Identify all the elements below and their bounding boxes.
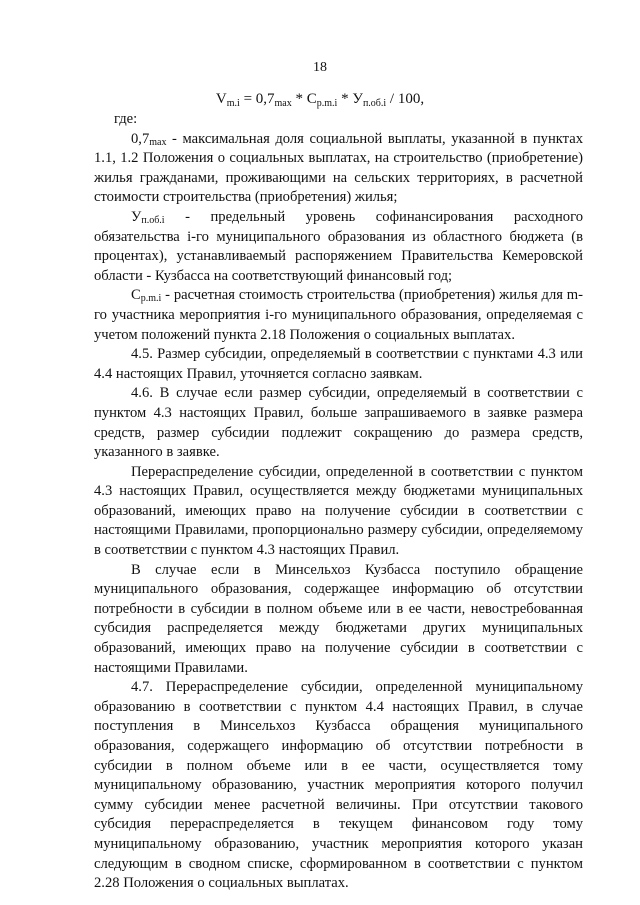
paragraph-minselhoz-request: В случае если в Минсельхоз Кузбасса поступило обращение муниципального образования, содержащее информацию об отсутствии потребности в субсидии в полном объеме или в ее части, невостребованная субсидия распределяется между бюджетами других муниципальных образований, имеющих право на получение субсидии в соответствии с настоящими Правилами. bbox=[94, 561, 583, 676]
formula-tail: / 100, bbox=[386, 91, 425, 107]
where-label: где: bbox=[114, 111, 138, 127]
definition-cofinancing-sub: п.об.i bbox=[141, 214, 165, 226]
definition-estimated-cost bbox=[94, 286, 583, 345]
paragraph-redistribution: Перераспределение субсидии, определенной в соответствии с пунктом 4.3 настоящих Правил, осуществляется между бюджетами муниципальных образований, имеющих право на получение субсидии в соответствии с настоящими Правилами, пропорционально размеру субсидии, определяемому в соответствии с пунктом 4.3 настоящих Правил. bbox=[94, 463, 583, 559]
formula-v-sub: m.i bbox=[226, 98, 240, 109]
formula-coef: = 0,7 bbox=[239, 91, 275, 107]
definition-cofinancing-text: - предельный уровень софинансирования расходного обязательства i-го муниципального образования из областного бюджета (в процентах), устанавливаемый распоряжением Правительства Кемеровской области - Кузбасса на соответствующий финансовый год; bbox=[94, 208, 583, 284]
paragraph-4-5: 4.5. Размер субсидии, определяемый в соответствии с пунктами 4.3 или 4.4 настоящих Правил, уточняется согласно заявкам. bbox=[94, 346, 583, 382]
formula-c-sub: p.m.i bbox=[316, 98, 338, 109]
definition-max-share bbox=[94, 130, 583, 208]
definition-estimated-cost-symbol: С bbox=[131, 287, 141, 304]
definition-estimated-cost-text: - расчетная стоимость строительства (приобретения) жилья для m-го участника мероприятия i-го муниципального образования, определяемая с учетом положений пункта 2.18 Положения о социальных выплатах. bbox=[94, 287, 583, 343]
document-body bbox=[94, 110, 583, 894]
formula-v: V bbox=[215, 91, 227, 107]
definition-max-share-symbol: 0,7 bbox=[131, 130, 150, 147]
paragraph-4-6: 4.6. В случае если размер субсидии, определяемый в соответствии с пунктом 4.3 настоящих Правил, больше запрашиваемого в заявке размера средств, размер субсидии подлежит сокращению до размера средств, указанного в заявке. bbox=[94, 385, 583, 461]
definition-max-share-text: - максимальная доля социальной выплаты, указанной в пунктах 1.1, 1.2 Положения о социальных выплатах, на строительство (приобретение) жилья гражданами, проживающими на сельских территориях, в расчетной стоимости строительства (приобретения) жилья; bbox=[94, 130, 583, 206]
definition-cofinancing-level bbox=[94, 208, 583, 286]
formula-coef-sub: max bbox=[274, 98, 292, 109]
definition-cofinancing-symbol: У bbox=[131, 208, 142, 225]
definition-estimated-cost-sub: р.m.i bbox=[140, 293, 162, 305]
page-number: 18 bbox=[313, 60, 327, 75]
formula-u-sub: п.об.i bbox=[362, 98, 387, 109]
paragraph-4-7: 4.7. Перераспределение субсидии, определенной муниципальному образованию в соответствии с пунктом 4.4 настоящих Правил, в случае поступления в Минсельхоз Кузбасса обращения муниципального образования, содержащего информацию об отсутствии потребности в субсидии в полном объеме или в ее части, осуществляется тому муниципальному образованию, участник мероприятия которого получил сумму субсидии менее расчетной величины. При отсутствии такового субсидия перераспределяется в текущем финансовом году тому муниципальному образованию, участник мероприятия которого указан следующим в сводном списке, сформированном в соответствии с пунктом 2.28 Положения о социальных выплатах. bbox=[94, 679, 583, 892]
definition-max-share-sub: max bbox=[149, 136, 167, 148]
formula-c: * C bbox=[291, 91, 317, 107]
formula-u: * У bbox=[337, 91, 363, 107]
